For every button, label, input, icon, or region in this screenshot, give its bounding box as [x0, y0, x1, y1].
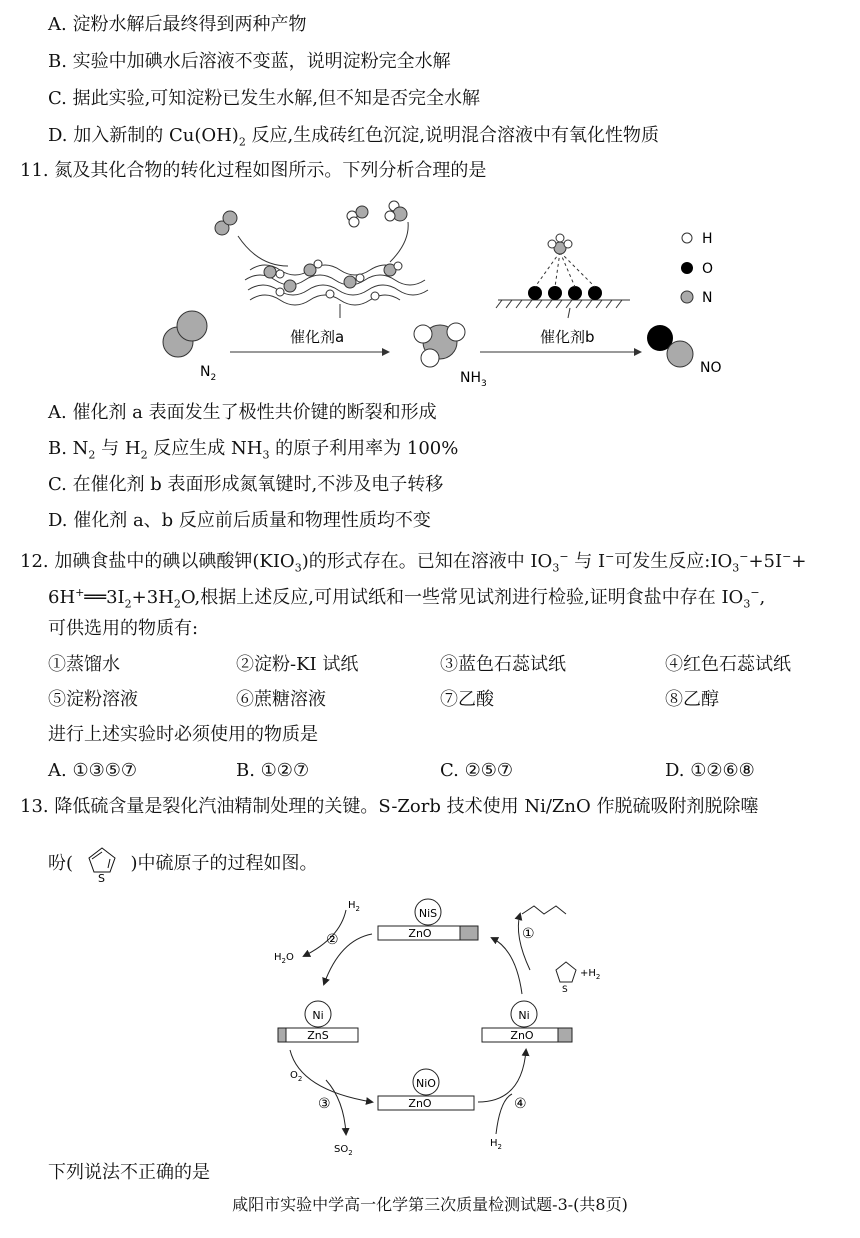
material-4: ④红色石蕊试纸 [665, 654, 791, 675]
nh3-label: $NH_3$ [460, 370, 487, 389]
q12-choice-a: A. ①③⑤⑦ [48, 760, 137, 781]
q10-option-d: D. 加入新制的 $Cu(OH)_2$ 反应,生成砖红色沉淀,说明混合溶液中有氧化性物质 [48, 125, 659, 149]
svg-text:O: O [702, 261, 714, 277]
svg-text:S: S [97, 872, 105, 884]
svg-text:①: ① [522, 926, 535, 942]
no-n-atom [667, 341, 693, 367]
q13-ask: 下列说法不正确的是 [48, 1162, 210, 1183]
block-nis-zno [378, 899, 478, 940]
svg-text:NiS: NiS [418, 907, 438, 920]
no-label: NO [700, 360, 722, 376]
n2-label: $N_2$ [200, 364, 217, 383]
svg-text:②: ② [326, 932, 339, 948]
material-1: ①蒸馏水 [48, 654, 120, 675]
q11-option-a: A. 催化剂 a 表面发生了极性共价键的断裂和形成 [48, 402, 437, 423]
legend [681, 231, 713, 306]
material-2: ②淀粉-KI 试纸 [236, 654, 359, 675]
material-8: ⑧乙醇 [665, 689, 719, 710]
q10-option-a: A. 淀粉水解后最终得到两种产物 [48, 14, 307, 35]
material-6: ⑥蔗糖溶液 [236, 689, 326, 710]
svg-text:H: H [702, 231, 713, 247]
svg-text:④: ④ [514, 1096, 527, 1112]
block-ni-zns [278, 1001, 358, 1042]
svg-text:ZnO: ZnO [408, 927, 432, 940]
thiophene-small-icon [556, 962, 576, 982]
svg-text:H2: $H_2$ [348, 900, 360, 913]
svg-text:NiO: NiO [416, 1077, 436, 1090]
q13-line-1: 13. 降低硫含量是裂化汽油精制处理的关键。S-Zorb 技术使用 Ni/ZnO 作脱硫吸附剂脱除噻 [20, 796, 759, 817]
q11-figure [150, 192, 750, 392]
q11-option-d: D. 催化剂 a、b 反应前后质量和物理性质均不变 [48, 510, 431, 531]
material-3: ③蓝色石蕊试纸 [440, 654, 566, 675]
svg-text:SO2: $SO_2$ [334, 1144, 353, 1157]
q11-option-c: C. 在催化剂 b 表面形成氮氧键时,不涉及电子转移 [48, 474, 444, 495]
q12-choice-b: B. ①②⑦ [236, 760, 310, 781]
svg-text:③: ③ [318, 1096, 331, 1112]
q10-option-b: B. 实验中加碘水后溶液不变蓝，说明淀粉完全水解 [48, 51, 451, 72]
arrow-in-a [238, 236, 288, 266]
svg-text:+H2: $+H_2$ [580, 968, 601, 981]
svg-text:N: N [702, 290, 713, 306]
butadiene-icon [522, 906, 566, 914]
svg-text:ZnS: ZnS [307, 1029, 329, 1042]
svg-text:Ni: Ni [518, 1009, 530, 1022]
q11-option-b: B. $N_2$ 与 $H_2$ 反应生成 $NH_3$ 的原子利用率为 100% [48, 438, 459, 462]
n2-atom-2 [177, 311, 207, 341]
block-nio-zno [378, 1069, 474, 1110]
catalyst-a-label: 催化剂a [290, 328, 345, 346]
svg-text:S: S [562, 985, 568, 995]
q13-figure [260, 890, 640, 1160]
q12-line-2: $6H^+══3I_2+3H_2O$,根据上述反应,可用试纸和一些常见试剂进行检验,证明食盐中存在 $IO_3^-$, [48, 586, 766, 611]
material-5: ⑤淀粉溶液 [48, 689, 138, 710]
svg-text:H2O: $H_2O$ [274, 952, 294, 965]
svg-text:H2: $H_2$ [490, 1138, 502, 1151]
svg-text:O2: $O_2$ [290, 1070, 303, 1083]
q11-stem: 11. 氮及其化合物的转化过程如图所示。下列分析合理的是 [20, 160, 487, 181]
page-footer: 咸阳市实验中学高一化学第三次质量检测试题-3-(共8页) [232, 1195, 628, 1214]
block-ni-zno [482, 1001, 572, 1042]
nh3-outgoing [347, 201, 407, 227]
catalyst-b-label: 催化剂b [540, 328, 595, 346]
thiophene-icon [79, 844, 125, 884]
q12-question: 进行上述实验时必须使用的物质是 [48, 724, 318, 745]
q13-line-2: 吩( S )中硫原子的过程如图。 [48, 844, 318, 884]
q10-option-c: C. 据此实验,可知淀粉已发生水解,但不知是否完全水解 [48, 88, 481, 109]
q12-choice-d: D. ①②⑥⑧ [665, 760, 755, 781]
arrow-out-a [390, 222, 408, 262]
q12-line-3: 可供选用的物质有: [48, 618, 199, 639]
svg-text:Ni: Ni [312, 1009, 324, 1022]
catalyst-b-o-atoms [528, 286, 602, 300]
q12-choice-c: C. ②⑤⑦ [440, 760, 513, 781]
material-7: ⑦乙酸 [440, 689, 494, 710]
svg-text:ZnO: ZnO [510, 1029, 534, 1042]
svg-text:ZnO: ZnO [408, 1097, 432, 1110]
n2-incoming [215, 211, 237, 235]
q12-line-1: 12. 加碘食盐中的碘以碘酸钾$(KIO_3)$的形式存在。已知在溶液中 $IO_3^-$ 与 I−可发生反应$:IO_3^-+5I^-+$ [20, 550, 807, 575]
